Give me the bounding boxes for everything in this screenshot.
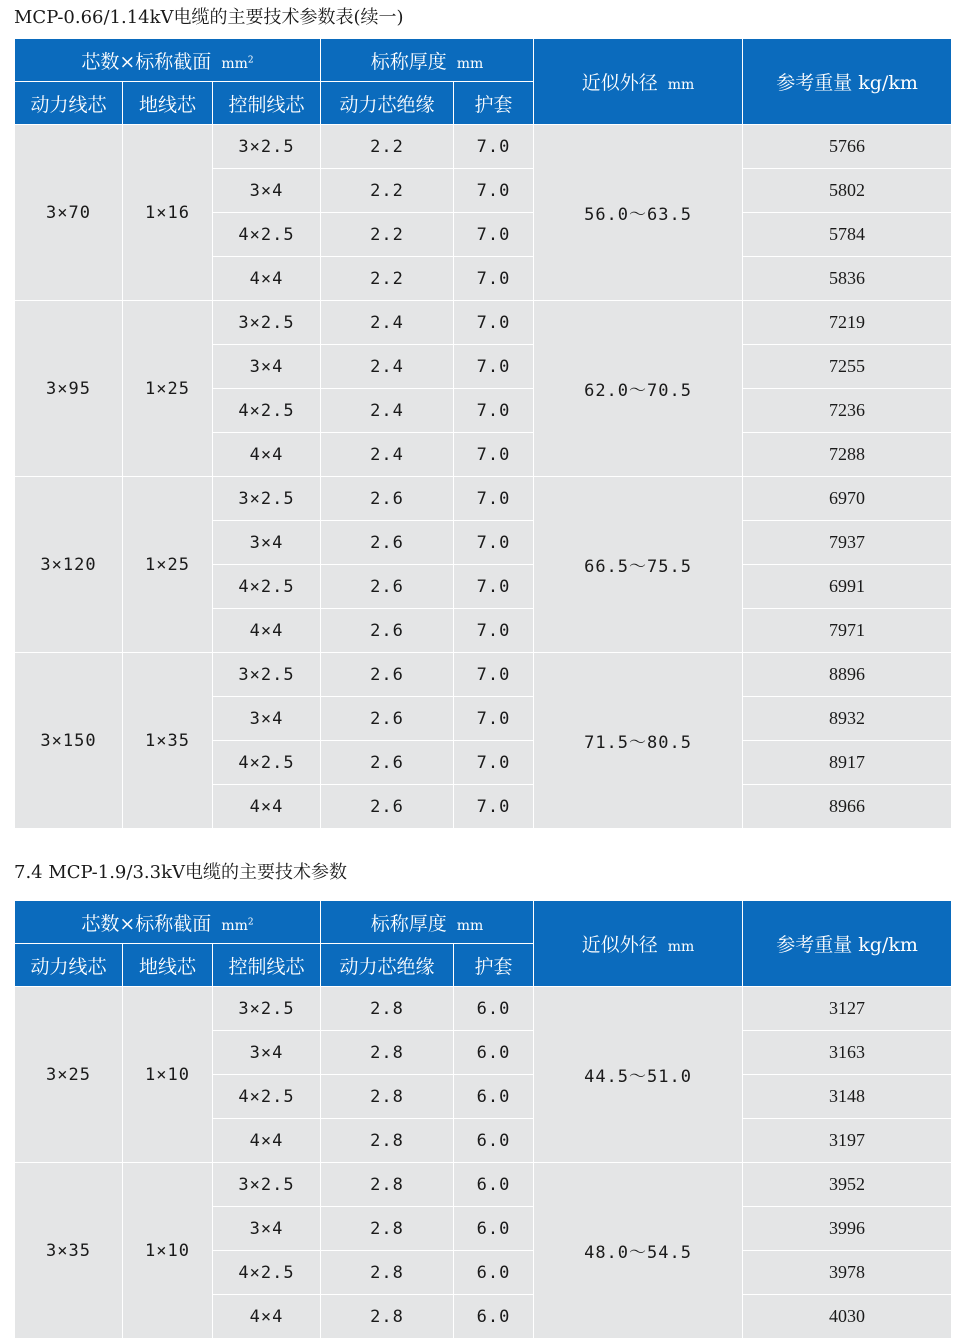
insulation-thickness-cell: 2.8 [321,1075,454,1119]
control-core-cell: 4×4 [213,1119,321,1163]
sheath-thickness-cell: 6.0 [454,1031,534,1075]
weight-cell: 8917 [743,741,952,785]
insulation-thickness-cell: 2.4 [321,345,454,389]
weight-cell: 8966 [743,785,952,829]
table2-body [15,987,952,1339]
insulation-thickness-cell: 2.2 [321,169,454,213]
weight-cell: 7219 [743,301,952,345]
spec-table-1 [14,38,952,829]
weight-cell: 7288 [743,433,952,477]
sheath-thickness-cell: 7.0 [454,565,534,609]
header-cores-area: 芯数×标称截面 $mm^2$ [15,39,321,82]
spec-table-2 [14,900,952,1339]
sheath-thickness-cell: 6.0 [454,987,534,1031]
insulation-thickness-cell: 2.8 [321,1031,454,1075]
control-core-cell: 3×2.5 [213,477,321,521]
sheath-thickness-cell: 7.0 [454,389,534,433]
insulation-thickness-cell: 2.4 [321,389,454,433]
ground-core-cell: 1×25 [123,301,213,477]
insulation-thickness-cell: 2.6 [321,521,454,565]
weight-cell: 3996 [743,1207,952,1251]
header-insulation: 动力芯绝缘 [321,82,454,125]
control-core-cell: 4×4 [213,1295,321,1339]
power-core-cell: 3×35 [15,1163,123,1339]
sheath-thickness-cell: 7.0 [454,521,534,565]
control-core-cell: 4×4 [213,609,321,653]
outer-diameter-cell: 48.0～54.5 [534,1163,743,1339]
control-core-cell: 3×4 [213,521,321,565]
control-core-cell: 4×2.5 [213,389,321,433]
sheath-thickness-cell: 7.0 [454,345,534,389]
header-ground-core: 地线芯 [123,944,213,987]
power-core-cell: 3×150 [15,653,123,829]
header-outer-diameter: 近似外径 mm [534,39,743,125]
sheath-thickness-cell: 6.0 [454,1075,534,1119]
header-outer-diameter: 近似外径 mm [534,901,743,987]
ground-core-cell: 1×35 [123,653,213,829]
insulation-thickness-cell: 2.6 [321,477,454,521]
header-ground-core: 地线芯 [123,82,213,125]
weight-cell: 7971 [743,609,952,653]
control-core-cell: 4×4 [213,785,321,829]
sheath-thickness-cell: 7.0 [454,125,534,169]
header-power-core: 动力线芯 [15,944,123,987]
table-row [15,477,952,521]
insulation-thickness-cell: 2.6 [321,653,454,697]
insulation-thickness-cell: 2.8 [321,1207,454,1251]
control-core-cell: 3×4 [213,345,321,389]
insulation-thickness-cell: 2.8 [321,987,454,1031]
sheath-thickness-cell: 7.0 [454,741,534,785]
insulation-thickness-cell: 2.6 [321,785,454,829]
control-core-cell: 4×4 [213,257,321,301]
weight-cell: 5802 [743,169,952,213]
sheath-thickness-cell: 7.0 [454,785,534,829]
power-core-cell: 3×25 [15,987,123,1163]
sheath-thickness-cell: 6.0 [454,1207,534,1251]
sheath-thickness-cell: 7.0 [454,169,534,213]
sheath-thickness-cell: 7.0 [454,213,534,257]
insulation-thickness-cell: 2.2 [321,257,454,301]
table-row [15,301,952,345]
control-core-cell: 4×2.5 [213,1251,321,1295]
weight-cell: 3127 [743,987,952,1031]
insulation-thickness-cell: 2.6 [321,697,454,741]
header-power-core: 动力线芯 [15,82,123,125]
weight-cell: 7236 [743,389,952,433]
sheath-thickness-cell: 6.0 [454,1251,534,1295]
control-core-cell: 3×4 [213,1031,321,1075]
power-core-cell: 3×120 [15,477,123,653]
control-core-cell: 4×2.5 [213,1075,321,1119]
ground-core-cell: 1×16 [123,125,213,301]
sheath-thickness-cell: 7.0 [454,257,534,301]
control-core-cell: 3×2.5 [213,125,321,169]
outer-diameter-cell: 66.5～75.5 [534,477,743,653]
sheath-thickness-cell: 7.0 [454,653,534,697]
control-core-cell: 4×2.5 [213,565,321,609]
sheath-thickness-cell: 7.0 [454,433,534,477]
control-core-cell: 3×4 [213,169,321,213]
header-sheath: 护套 [454,82,534,125]
insulation-thickness-cell: 2.6 [321,565,454,609]
sheath-thickness-cell: 7.0 [454,697,534,741]
header-sheath: 护套 [454,944,534,987]
weight-cell: 5766 [743,125,952,169]
table1-caption: MCP-0.66/1.14kV电缆的主要技术参数表(续一) [14,7,404,28]
sheath-thickness-cell: 6.0 [454,1295,534,1339]
sheath-thickness-cell: 6.0 [454,1119,534,1163]
control-core-cell: 3×4 [213,697,321,741]
insulation-thickness-cell: 2.4 [321,301,454,345]
sheath-thickness-cell: 6.0 [454,1163,534,1207]
weight-cell: 8896 [743,653,952,697]
weight-cell: 3978 [743,1251,952,1295]
header-thickness: 标称厚度 mm [321,901,534,944]
outer-diameter-cell: 56.0～63.5 [534,125,743,301]
sheath-thickness-cell: 7.0 [454,477,534,521]
weight-cell: 5836 [743,257,952,301]
insulation-thickness-cell: 2.6 [321,741,454,785]
sheath-thickness-cell: 7.0 [454,301,534,345]
insulation-thickness-cell: 2.6 [321,609,454,653]
header-weight: 参考重量 kg/km [743,39,952,125]
outer-diameter-cell: 71.5～80.5 [534,653,743,829]
weight-cell: 4030 [743,1295,952,1339]
insulation-thickness-cell: 2.8 [321,1251,454,1295]
weight-cell: 3197 [743,1119,952,1163]
insulation-thickness-cell: 2.2 [321,213,454,257]
power-core-cell: 3×70 [15,125,123,301]
header-control-core: 控制线芯 [213,82,321,125]
table-row [15,125,952,169]
weight-cell: 6970 [743,477,952,521]
table-row [15,653,952,697]
sheath-thickness-cell: 7.0 [454,609,534,653]
insulation-thickness-cell: 2.8 [321,1163,454,1207]
control-core-cell: 4×2.5 [213,213,321,257]
ground-core-cell: 1×10 [123,1163,213,1339]
weight-cell: 3163 [743,1031,952,1075]
control-core-cell: 3×2.5 [213,987,321,1031]
weight-cell: 5784 [743,213,952,257]
table2-caption: 7.4 MCP-1.9/3.3kV电缆的主要技术参数 [14,862,347,883]
table-row [15,987,952,1031]
outer-diameter-cell: 62.0～70.5 [534,301,743,477]
power-core-cell: 3×95 [15,301,123,477]
ground-core-cell: 1×10 [123,987,213,1163]
insulation-thickness-cell: 2.4 [321,433,454,477]
ground-core-cell: 1×25 [123,477,213,653]
table-row [15,1163,952,1207]
header-insulation: 动力芯绝缘 [321,944,454,987]
header-weight: 参考重量 kg/km [743,901,952,987]
control-core-cell: 3×2.5 [213,1163,321,1207]
control-core-cell: 4×2.5 [213,741,321,785]
table1-body [15,125,952,829]
header-control-core: 控制线芯 [213,944,321,987]
control-core-cell: 4×4 [213,433,321,477]
control-core-cell: 3×2.5 [213,301,321,345]
weight-cell: 7937 [743,521,952,565]
control-core-cell: 3×4 [213,1207,321,1251]
weight-cell: 3148 [743,1075,952,1119]
header-cores-area: 芯数×标称截面 $mm^2$ [15,901,321,944]
insulation-thickness-cell: 2.8 [321,1295,454,1339]
weight-cell: 8932 [743,697,952,741]
weight-cell: 6991 [743,565,952,609]
control-core-cell: 3×2.5 [213,653,321,697]
header-thickness: 标称厚度 mm [321,39,534,82]
insulation-thickness-cell: 2.2 [321,125,454,169]
weight-cell: 7255 [743,345,952,389]
weight-cell: 3952 [743,1163,952,1207]
insulation-thickness-cell: 2.8 [321,1119,454,1163]
outer-diameter-cell: 44.5～51.0 [534,987,743,1163]
